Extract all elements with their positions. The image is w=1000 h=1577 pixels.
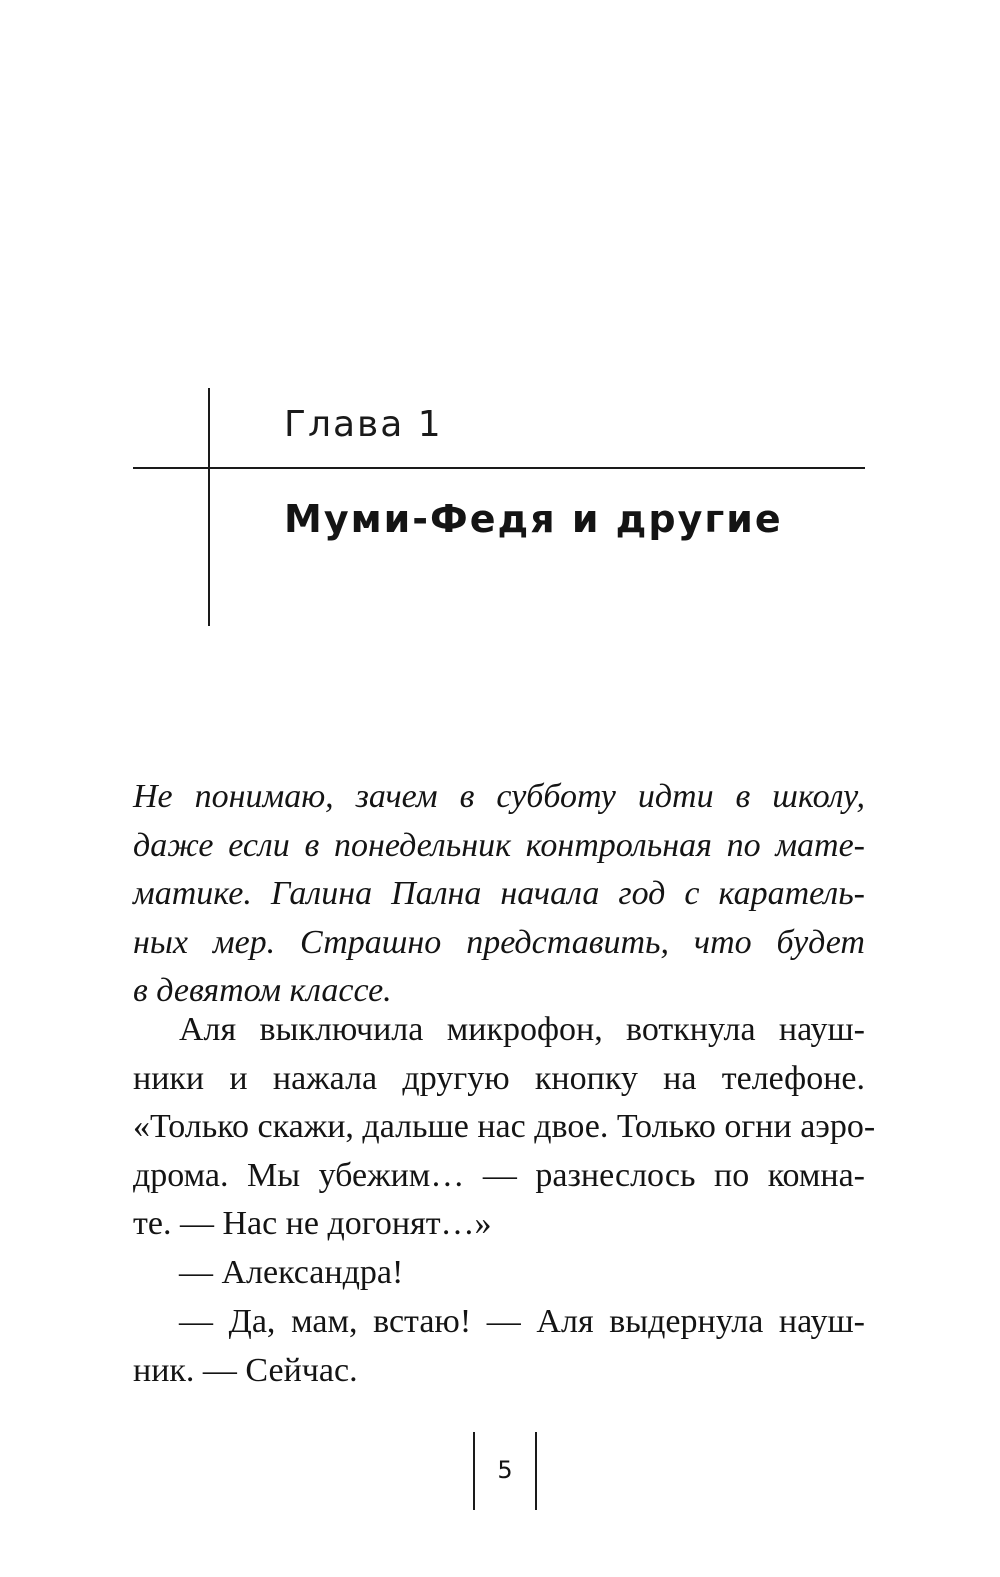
intro-line: ных мер. Страшно представить, что будет (133, 923, 865, 961)
paragraph-line: дрома. Мы убежим… — разнеслось по комна- (133, 1156, 865, 1194)
paragraph-line: ник. — Сейчас. (133, 1351, 358, 1389)
intro-line: матике. Галина Пална начала год с каратель- (133, 875, 865, 913)
chapter-horizontal-rule (133, 467, 865, 469)
chapter-vertical-rule (208, 388, 210, 626)
paragraph-line: — Да, мам, встаю! — Аля выдернула науш- (179, 1303, 865, 1340)
paragraph-line: — Александра! (179, 1254, 404, 1291)
paragraph-line: те. — Нас не догонят…» (133, 1205, 492, 1243)
paragraph-line: «Только скажи, дальше нас двое. Только огни аэро- (133, 1108, 876, 1146)
body-paragraph (133, 1249, 865, 1298)
page-number: 5 (497, 1456, 513, 1484)
paragraph-line: ники и нажала другую кнопку на телефоне. (133, 1059, 865, 1097)
chapter-title: Муми-Федя и другие (284, 497, 783, 541)
paragraph-line: Аля выключила микрофон, воткнула науш- (179, 1011, 865, 1048)
chapter-label: Глава 1 (284, 404, 443, 445)
body-paragraph (133, 1006, 876, 1249)
intro-line: в девятом классе. (133, 972, 392, 1010)
intro-paragraph (133, 773, 865, 1016)
page-number-right-rule (535, 1432, 537, 1510)
intro-line: даже если в понедельник контрольная по мате- (133, 826, 865, 864)
intro-line: Не понимаю, зачем в субботу идти в школу, (133, 778, 865, 815)
page-number-left-rule (473, 1432, 475, 1510)
body-paragraph (133, 1298, 865, 1395)
